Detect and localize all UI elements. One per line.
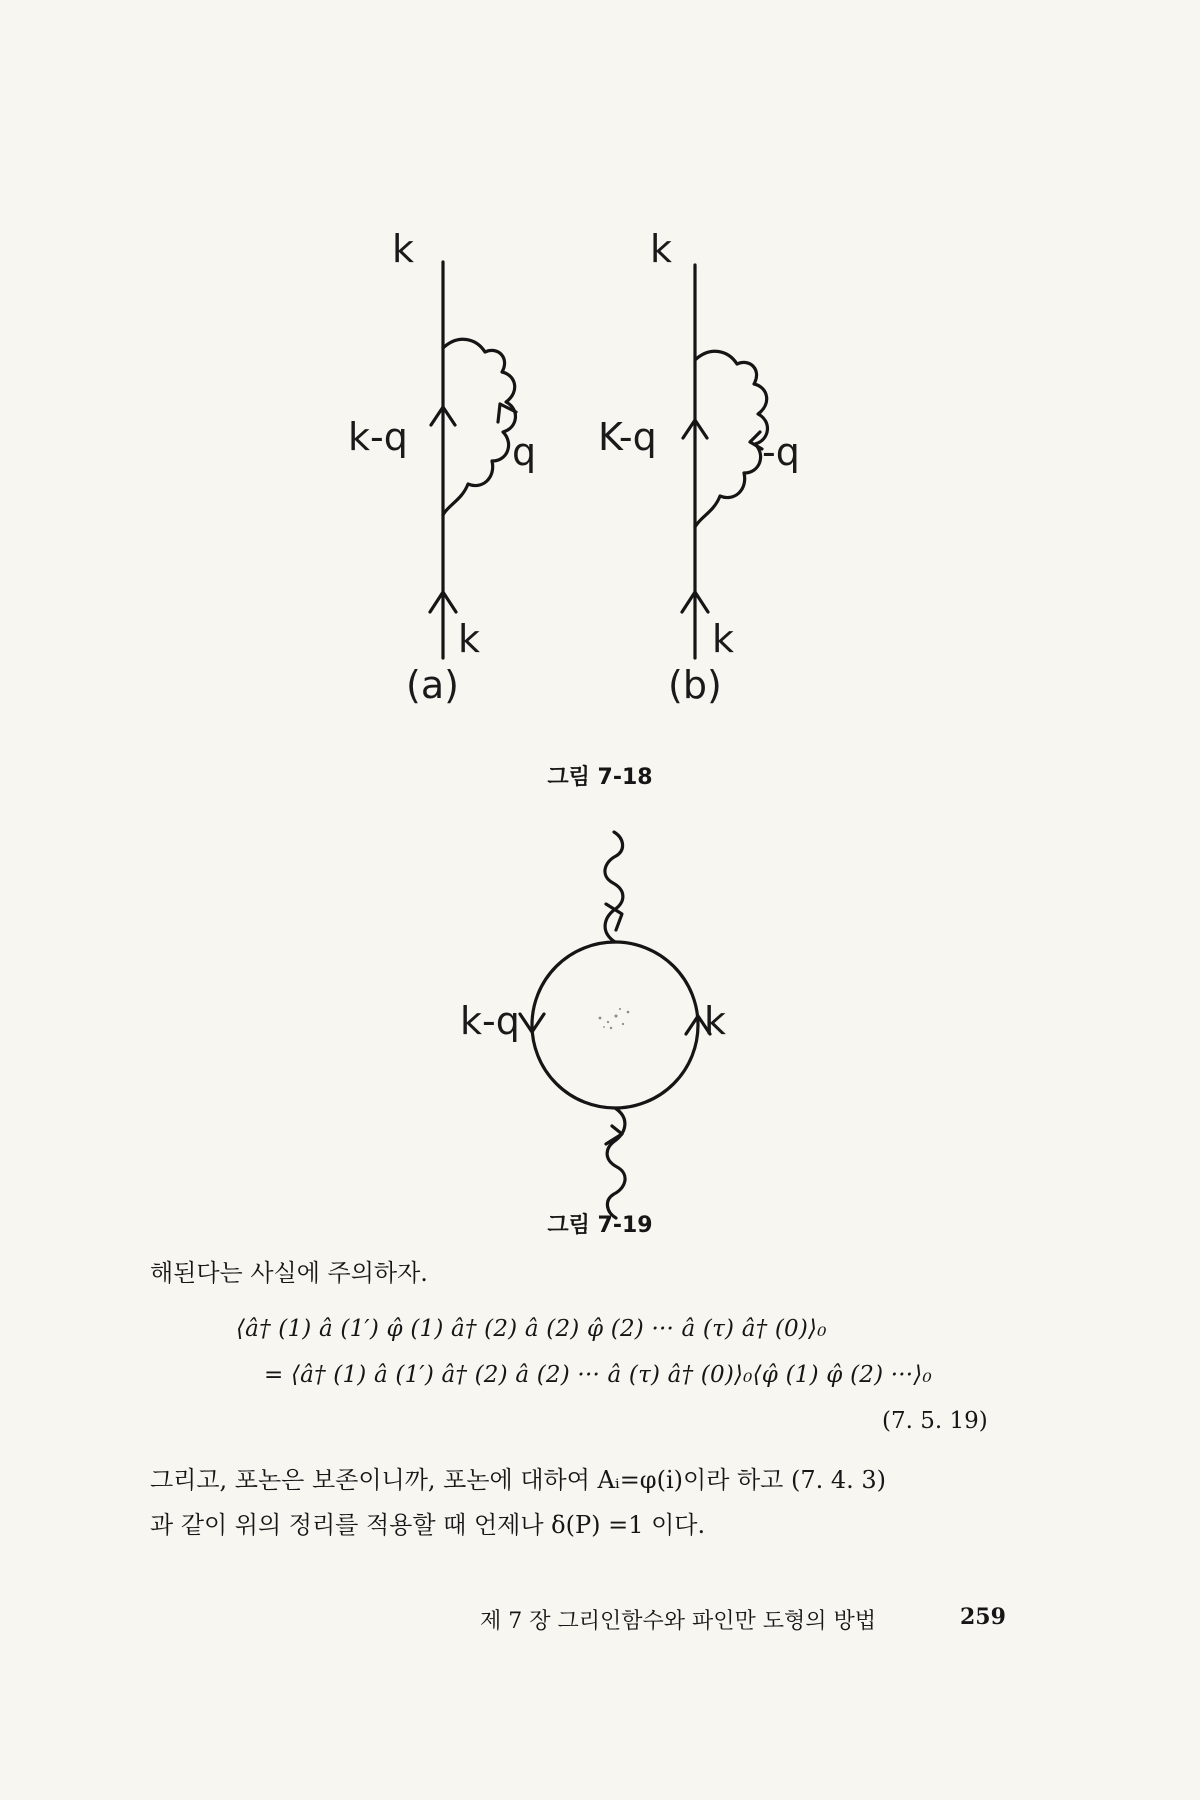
figure-7-18b-diagram <box>682 265 767 658</box>
label-loop-right-momentum: k <box>704 999 727 1043</box>
label-panel-b: (b) <box>668 663 722 707</box>
paragraph-line-2: 과 같이 위의 정리를 적용할 때 언제나 δ(P) =1 이다. <box>150 1511 706 1539</box>
photon-wavy-line-b <box>695 351 767 527</box>
label-loop-left-momentum: k-q <box>460 999 520 1043</box>
paragraph-line-1: 그리고, 포논은 보존이니까, 포논에 대하여 Aᵢ=φ(i)이라 하고 (7. 4. 3) <box>150 1466 887 1494</box>
photon-wavy-line-a <box>443 339 515 515</box>
page-number: 259 <box>960 1604 1006 1630</box>
photon-wavy-line-top <box>605 832 623 942</box>
label-panel-a: (a) <box>406 663 459 707</box>
label-b-top-k: k <box>650 227 673 271</box>
label-a-top-k: k <box>392 227 415 271</box>
running-head: 제 7 장 그리인함수와 파인만 도형의 방법 <box>480 1609 876 1634</box>
label-a-internal-momentum: k-q <box>348 415 408 459</box>
loop-center-speckle <box>599 1008 630 1029</box>
label-b-photon-momentum: -q <box>762 430 800 474</box>
electron-loop <box>532 942 698 1108</box>
photon-wavy-line-bottom <box>607 1108 625 1218</box>
intro-text-line: 해된다는 사실에 주의하자. <box>150 1259 428 1287</box>
label-a-bottom-k: k <box>458 617 481 661</box>
figure-7-19-diagram <box>520 832 710 1218</box>
figure-7-18a-diagram <box>430 262 516 658</box>
label-a-photon-momentum: q <box>512 430 537 474</box>
label-b-bottom-k: k <box>712 617 735 661</box>
equation-line-1: ⟨â† (1) â (1′) φ̂ (1) â† (2) â (2) φ̂ (2) ··· â (τ) â† (0)⟩₀ <box>236 1316 827 1342</box>
figure-7-18-caption: 그림 7-18 <box>547 765 653 790</box>
equation-number: (7. 5. 19) <box>882 1408 988 1434</box>
figure-7-19-caption: 그림 7-19 <box>547 1213 653 1238</box>
equation-line-2: = ⟨â† (1) â (1′) â† (2) â (2) ··· â (τ) â† (0)⟩₀⟨φ̂ (1) φ̂ (2) ···⟩₀ <box>264 1362 932 1388</box>
label-b-internal-momentum: K-q <box>598 415 657 459</box>
